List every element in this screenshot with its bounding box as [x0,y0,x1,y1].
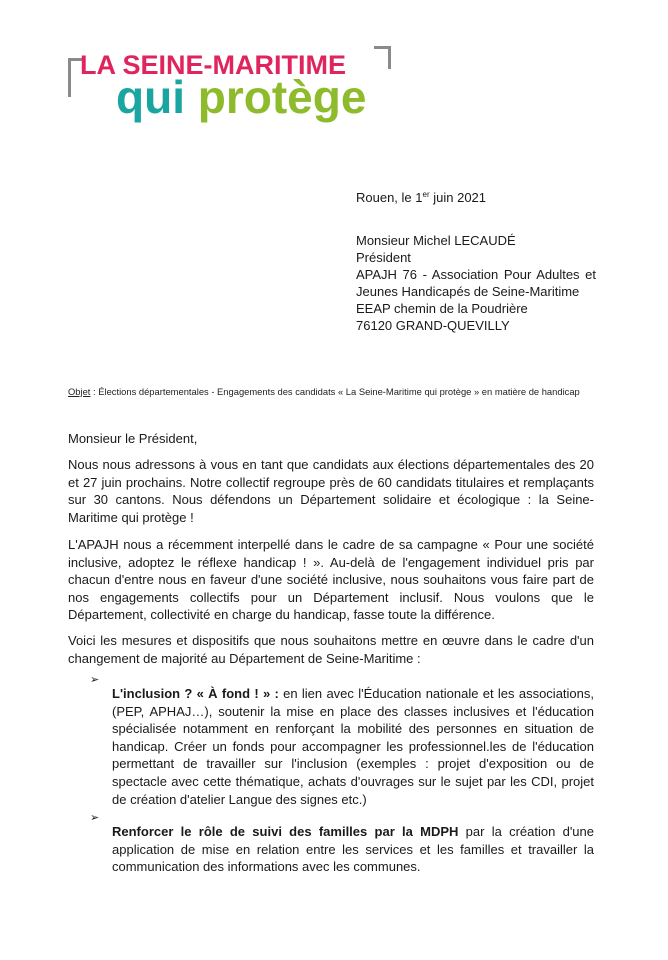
paragraph-1-text: Nous nous adressons à vous en tant que candidats aux élections départementales des 20 et 27 juin prochains. Notre collectif regroupe près de 60 candidats titulaires et remplaçants sur 30 cantons. Nous défendons un Département solidaire et écologique : la Seine-Maritime qui protège ! [68,457,594,525]
paragraph-3 [68,632,594,667]
recipient-street: EEAP chemin de la Poudrière [356,301,528,316]
date-prefix: Rouen, le 1 [356,190,423,205]
salutation: Monsieur le Président, [68,431,198,446]
recipient-city: 76120 GRAND-QUEVILLY [356,318,510,333]
subject-text: : Élections départementales - Engagements des candidats « La Seine-Maritime qui protège » en matière de handicap [90,386,580,397]
logo-line2 [116,71,367,123]
bullet-body: en lien avec l'Éducation nationale et les associations, (PEP, APHAJ…), soutenir la mise en place des classes inclusives et l'éducation spécialisée notamment en renforçant la mobilité des personnes en situation de handicap. Créer un fonds pour accompagner les professionnel.les de l'éducation permettant de travailler sur l'inclusion (exemples : projet d'exposition ou de spectacle avec cette thématique, achats d'ouvrages sur le sujet par les CDI, projet de création d'atelier Langue des signes etc.) [112,686,594,807]
bullet-text [112,823,594,876]
recipient-title: Président [356,250,411,265]
arrow-bullet-icon: ➢ [90,674,100,686]
bullet-body: par la création d'une application de mise en relation entre les services et les familles et travailler la communication des informations avec les communes. [112,824,594,875]
logo-bracket-right [374,46,391,69]
bullet-text [112,685,594,808]
recipient-name: Monsieur Michel LECAUDÉ [356,233,516,248]
logo-word-qui: qui [116,71,185,123]
paragraph-2-text: L'APAJH nous a récemment interpellé dans le cadre de sa campagne « Pour une société inclusive, adoptez le réflexe handicap ! ». Au-delà de l'engagement individuel pris par chacun d'entre nous en faveur d'une société inclusive, nous souhaitons vous faire part de nos engagements collectifs pour un Département inclusif. Nous voulons que le Département, collectivité en charge du handicap, fasse toute la différence. [68,537,594,623]
bullet-item-mdph [90,810,594,889]
subject-label: Objet [68,386,91,397]
bullet-item-inclusion [90,672,594,821]
logo-line1: LA SEINE-MARITIME [80,50,346,80]
recipient-block [356,232,596,334]
paragraph-2 [68,536,594,624]
paragraph-3-text: Voici les mesures et dispositifs que nous souhaitons mettre en œuvre dans le cadre d'un changement de majorité au Département de Seine-Maritime : [68,633,594,666]
logo-word-protege: protège [197,71,367,123]
date-superscript: er [422,190,430,199]
date-suffix: juin 2021 [429,190,487,205]
bullet-heading: Renforcer le rôle de suivi des familles par la MDPH [112,824,459,839]
bullet-heading: L'inclusion ? « À fond ! » : [112,686,279,701]
recipient-organization: APAJH 76 - Association Pour Adultes et Jeunes Handicapés de Seine-Maritime [356,267,596,299]
subject-line [68,386,608,397]
letter-date [356,186,486,206]
paragraph-1 [68,456,594,526]
arrow-bullet-icon: ➢ [90,812,100,824]
logo [68,40,408,140]
